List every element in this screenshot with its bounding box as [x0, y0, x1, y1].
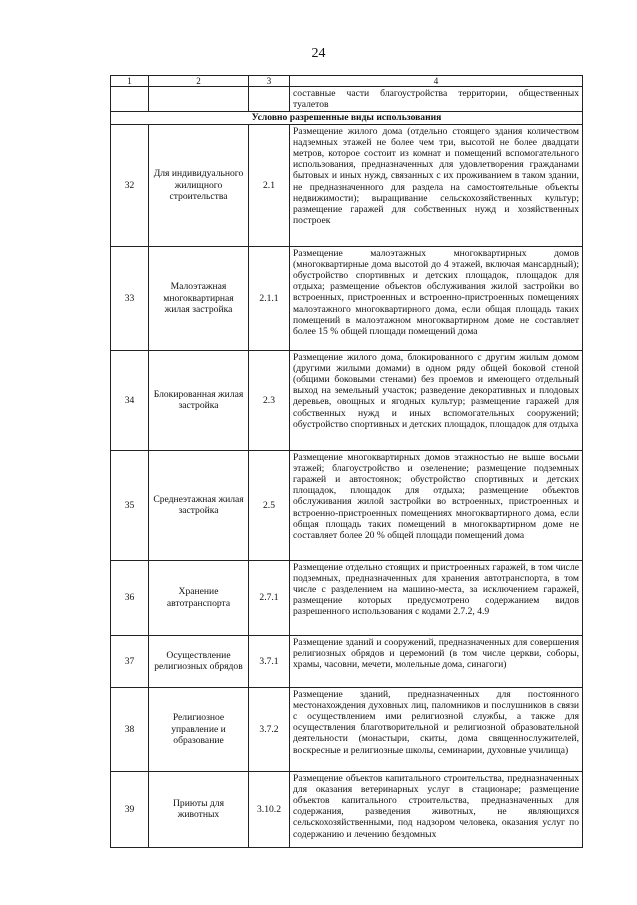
column-header: 4 — [290, 76, 583, 87]
use-type-description: Размещение жилого дома, блокированного с другим жилым домом (другими жилыми домами) в одном ряду общей боковой стеной (общими боковыми стенами) без проемов и имеющего отдельный выход на земельный участок; разведение декоративных и плодовых деревьев, овощных и ягодных культур; размещение гаражей для собственных нужд и иных вспомогательных сооружений; обустройство спортивных и детских площадок, площадок для отдыха — [290, 350, 583, 450]
row-number: 32 — [111, 124, 149, 246]
row-number: 38 — [111, 687, 149, 771]
table-row — [111, 246, 583, 350]
use-type-code: 3.7.1 — [249, 635, 290, 687]
use-type-name: Хранение автотранспорта — [149, 560, 249, 635]
use-type-name: Приюты для животных — [149, 771, 249, 847]
use-type-name: Блокированная жилая застройка — [149, 350, 249, 450]
use-type-name: Среднеэтажная жилая застройка — [149, 450, 249, 560]
empty-cell — [111, 87, 149, 112]
use-type-code: 2.7.1 — [249, 560, 290, 635]
use-type-description: Размещение зданий и сооружений, предназначенных для совершения религиозных обрядов и церемоний (в том числе церкви, соборы, храмы, часовни, мечети, молельные дома, синагоги) — [290, 635, 583, 687]
row-number: 33 — [111, 246, 149, 350]
use-type-description: Размещение жилого дома (отдельно стоящего здания количеством надземных этажей не более чем три, высотой не более двадцати метров, которое состоит из комнат и помещений вспомогательного использования, предназначенных для удовлетворения гражданами бытовых и иных нужд, связанных с их проживанием в таком здании, не предназначенного для раздела на самостоятельные объекты недвижимости); выращивание сельскохозяйственных культур; размещение гаражей для собственных нужд и хозяйственных построек — [290, 124, 583, 246]
page-number: 24 — [311, 46, 326, 61]
use-type-code: 2.5 — [249, 450, 290, 560]
use-type-description: Размещение зданий, предназначенных для постоянного местонахождения духовных лиц, паломников и послушников в связи с осуществлением ими религиозной службы, а также для осуществления благотворительной и религиозной образовательной деятельности (монастыри, скиты, дома священнослужителей, воскресные и религиозные школы, семинарии, духовные училища) — [290, 687, 583, 771]
row-number: 36 — [111, 560, 149, 635]
row-number: 35 — [111, 450, 149, 560]
table-row — [111, 560, 583, 635]
use-type-code: 2.1 — [249, 124, 290, 246]
table-row — [111, 350, 583, 450]
continuation-row — [111, 87, 583, 112]
use-type-code: 2.1.1 — [249, 246, 290, 350]
section-title: Условно разрешенные виды использования — [111, 112, 583, 124]
table-header-row — [111, 76, 583, 87]
row-number: 39 — [111, 771, 149, 847]
empty-cell — [149, 87, 249, 112]
row-number: 34 — [111, 350, 149, 450]
use-type-code: 3.10.2 — [249, 771, 290, 847]
continuation-text: составные части благоустройства территории, общественных туалетов — [290, 87, 583, 112]
table-row — [111, 450, 583, 560]
use-type-description: Размещение малоэтажных многоквартирных домов (многоквартирные дома высотой до 4 этажей, включая мансардный); обустройство спортивных и детских площадок, площадок для отдыха; размещение объектов обслуживания жилой застройки во встроенных, пристроенных и встроенно-пристроенных помещениях малоэтажного многоквартирного дома, если общая площадь таких помещений в малоэтажном многоквартирном доме не составляет более 15 % общей площади помещений дома — [290, 246, 583, 350]
section-row — [111, 112, 583, 124]
use-type-name: Для индивидуального жилищного строительства — [149, 124, 249, 246]
use-type-code: 3.7.2 — [249, 687, 290, 771]
column-header: 3 — [249, 76, 290, 87]
column-header: 2 — [149, 76, 249, 87]
use-type-description: Размещение отдельно стоящих и пристроенных гаражей, в том числе подземных, предназначенных для хранения автотранспорта, в том числе с разделением на машино-места, за исключением гаражей, размещение которых предусмотрено содержанием видов разрешенного использования с кодами 2.7.2, 4.9 — [290, 560, 583, 635]
table-row — [111, 687, 583, 771]
use-type-name: Малоэтажная многоквартирная жилая застройка — [149, 246, 249, 350]
table-row — [111, 124, 583, 246]
use-type-description: Размещение многоквартирных домов этажностью не выше восьми этажей; благоустройство и озеленение; размещение подземных гаражей и автостоянок; обустройство спортивных и детских площадок, площадок для отдыха; размещение объектов обслуживания жилой застройки во встроенных, пристроенных и встроенно-пристроенных помещениях многоквартирного дома, если общая площадь таких помещений в многоквартирном доме не составляет более 20 % общей площади помещений дома — [290, 450, 583, 560]
use-type-name: Религиозное управление и образование — [149, 687, 249, 771]
empty-cell — [249, 87, 290, 112]
table-row — [111, 635, 583, 687]
table-row — [111, 771, 583, 847]
use-type-code: 2.3 — [249, 350, 290, 450]
column-header: 1 — [111, 76, 149, 87]
land-use-table — [110, 75, 583, 848]
use-type-description: Размещение объектов капитального строительства, предназначенных для оказания ветеринарных услуг в стационаре; размещение объектов капитального строительства, предназначенных для содержания, разведения животных, не являющихся сельскохозяйственными, под надзором человека, оказания услуг по содержанию и лечению бездомных — [290, 771, 583, 847]
use-type-name: Осуществление религиозных обрядов — [149, 635, 249, 687]
row-number: 37 — [111, 635, 149, 687]
